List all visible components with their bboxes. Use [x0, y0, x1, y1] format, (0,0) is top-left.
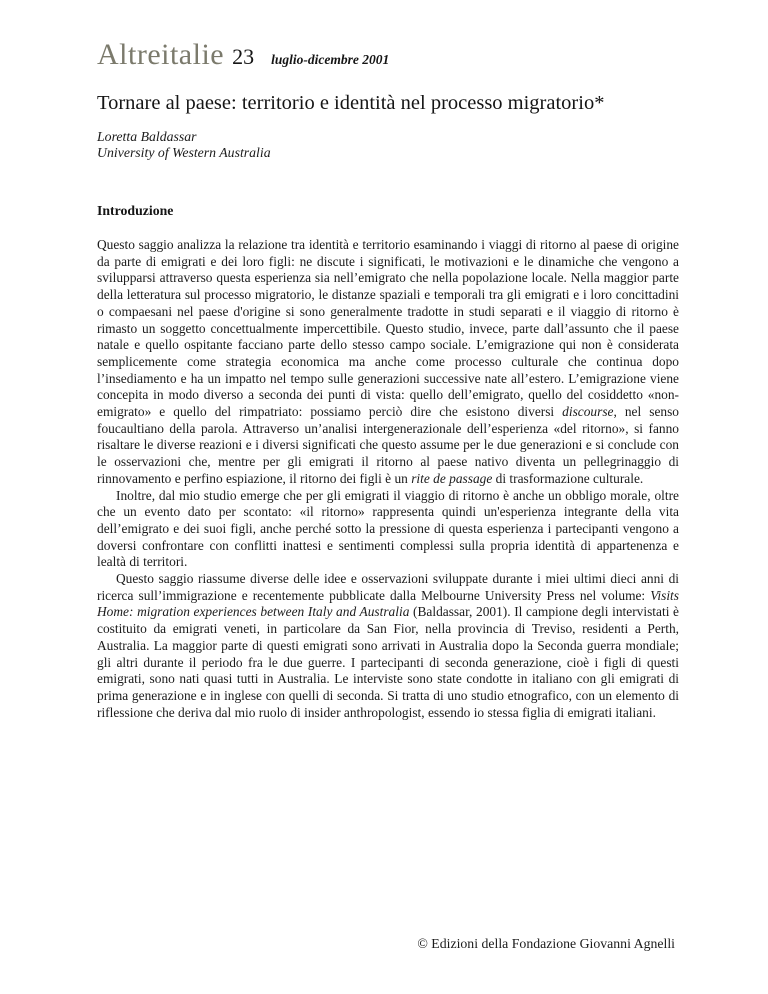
paragraph: Questo saggio riassume diverse delle idee e osservazioni sviluppate durante i miei ultimi dieci anni di ricerca sull’immigrazione e recentemente pubblicate dalla Melbourne University Press nel volume: Visits Home: migration experiences between Italy and Australia (Baldassar, 2001). Il campione degli intervistati è costituito da emigrati veneti, in particolare da San Fior, nella provincia di Treviso, residenti a Perth, Australia. La maggior parte di questi emigrati sono arrivati in Australia dopo la Seconda guerra mondiale; gli altri durante il periodo fra le due guerre. I partecipanti di seconda generazione, cioè i figli di questi emigrati, sono nati quasi tutti in Australia. Le interviste sono state condotte in italiano con gli emigrati di prima generazione e in inglese con quelli di seconda. Si tratta di uno studio etnografico, con un elemento di riflessione che deriva dal mio ruolo di insider anthropologist, essendo io stessa figlia di emigrati italiani. [97, 571, 679, 720]
article-body [97, 237, 679, 721]
page-footer [97, 936, 675, 952]
issue-date: luglio-dicembre 2001 [271, 52, 390, 67]
issue-number: 23 [232, 44, 255, 69]
journal-header [97, 38, 389, 72]
paragraph: Inoltre, dal mio studio emerge che per gli emigrati il viaggio di ritorno è anche un obbligo morale, oltre che un evento dato per scontato: «il ritorno» rappresenta quindi un'esperienza integrante della vita dell’emigrato e dei suoi figli, anche perché sotto la pressione di questa esperienza i partecipanti vengono a doversi confrontare con conflitti inattesi e sentimenti complessi sulla propria identità di appartenenza e lealtà di territori. [97, 487, 679, 570]
copyright-notice: © Edizioni della Fondazione Giovanni Agnelli [417, 936, 675, 951]
article-content [97, 203, 679, 721]
paragraph: Questo saggio analizza la relazione tra identità e territorio esaminando i viaggi di ritorno al paese di origine da parte di emigrati e dei loro figli: ne discute i significati, le motivazioni e le dinamiche che vengono a svilupparsi attraverso questa esperienza sia nell’emigrato che nella popolazione locale. Nella maggior parte della letteratura sul processo migratorio, le distanze spaziali e temporali tra gli emigrati e i loro concittadini o compaesani nel paese d'origine si sono generalmente tradotte in studi separati e il viaggio di ritorno è rimasto un soggetto concettualmente impercettibile. Questo studio, invece, parte dall’assunto che il paese natale e quello ospitante facciano parte dello stesso campo sociale. L’emigrazione qui non è considerata semplicemente come strategia economica ma anche come processo culturale che continua dopo l’insediamento e ha un impatto nel tempo sulle generazioni successive nate all’estero. L’emigrazione viene concepita in modo diverso a seconda dei punti di vista: quello dell’emigrato, quello del cosiddetto «non-emigrato» e quello del rimpatriato: possiamo perciò dire che esistono diversi discourse, nel senso foucaultiano della parola. Attraverso un’analisi intergenerazionale dell’esperienza «del ritorno», si fanno risaltare le diverse reazioni e i diversi significati che questo assume per le due generazioni e si conclude con le osservazioni che, mentre per gli emigrati il ritorno al paese nativo diventa un pellegrinaggio di rinnovamento e perfino espiazione, il ritorno dei figli è un rite de passage di trasformazione culturale. [97, 237, 679, 486]
author-name: Loretta Baldassar [97, 129, 197, 144]
article-title: Tornare al paese: territorio e identità nel processo migratorio* [97, 92, 605, 114]
section-heading: Introduzione [97, 203, 174, 218]
author-affiliation: University of Western Australia [97, 144, 271, 160]
journal-name: Altreitalie [97, 38, 225, 71]
author-block [97, 129, 271, 160]
